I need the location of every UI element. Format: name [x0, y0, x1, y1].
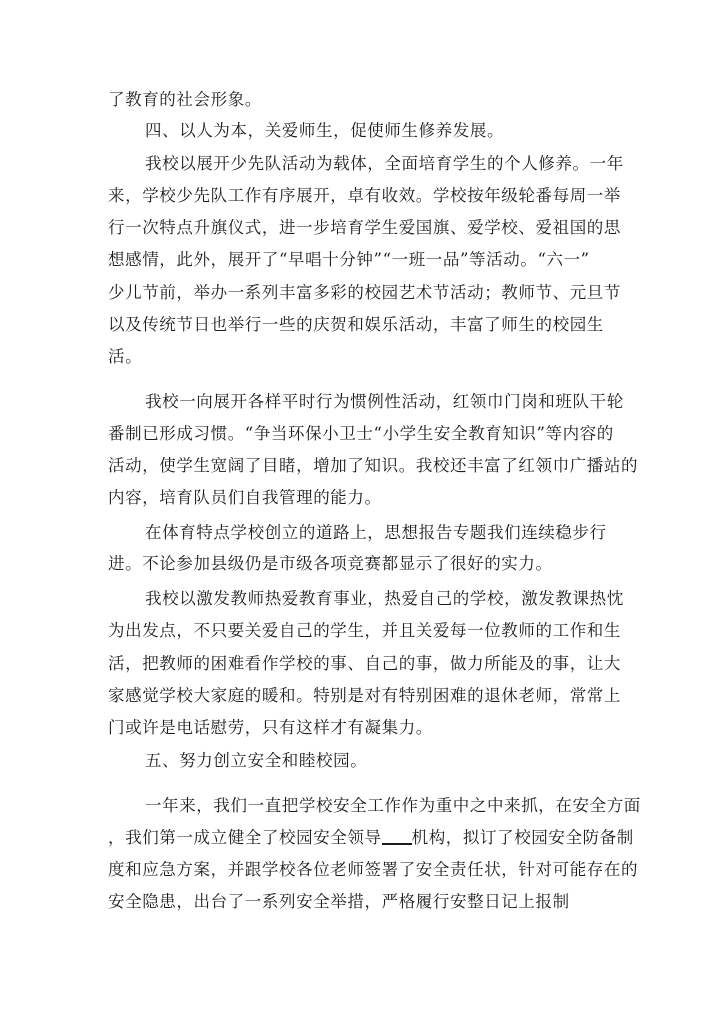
text-line: 安全隐患，出台了一系列安全举措，严格履行安整日记上报制: [108, 892, 570, 911]
section-heading: 四、以人为本，关爱师生，促使师生修养发展。: [145, 121, 505, 140]
text-line: 一年来，我们一直把学校安全工作作为重中之中来抓，在安全方面: [145, 796, 641, 815]
text-line: 我校以展开少先队活动为载体，全面培育学生的个人修养。一年: [145, 154, 624, 173]
text-line: 了教育的社会形象。: [108, 90, 262, 109]
text-line: 在体育特点学校创立的道路上，思想报告专题我们连续稳步行: [145, 523, 607, 542]
text-line: 我校一向展开各样平时行为惯例性活动，红领巾门岗和班队干轮: [145, 392, 624, 411]
text-line: 番制已形成习惯。“争当环保小卫士“小学生安全教育知识”等内容的: [108, 424, 614, 443]
section-heading: 五、努力创立安全和睦校园。: [145, 751, 368, 770]
text-line: 家感觉学校大家庭的暖和。特别是对有特别困难的退休老师，常常上: [108, 686, 621, 705]
text-line: 少儿节前，举办一系列丰富多彩的校园艺术节活动；教师节、元旦节: [108, 283, 621, 302]
text-line: 以及传统节日也举行一些的庆贺和娱乐活动，丰富了师生的校园生: [108, 315, 604, 334]
text-line: 活。: [108, 347, 143, 366]
text-line: 我校以激发教师热爱教育事业，热爱自己的学校，激发教课热忱: [145, 589, 624, 608]
text-line: [108, 827, 634, 849]
text-line: 门或许是电话慰劳，只有这样才有凝集力。: [108, 718, 433, 737]
text-line: 进。不论参加县级仍是市级各项竞赛都显示了很好的实力。: [108, 554, 553, 573]
text-line: 行一次特点升旗仪式，进一步培育学生爱国旗、爱学校、爱祖国的思: [108, 218, 621, 237]
text-line: 来，学校少先队工作有序展开，卓有收效。学校按年级轮番每周一举: [108, 186, 621, 205]
text-segment: ，我们第一成立健全了校园安全领导: [108, 828, 382, 847]
text-line: 度和应急方案，并跟学校各位老师签署了安全责任状，针对可能存在的: [108, 860, 639, 879]
text-line: 内容，培育队员们自我管理的能力。: [108, 488, 382, 507]
text-line: 活动，使学生宽阔了目睹，增加了知识。我校还丰富了红领巾广播站的: [108, 456, 639, 475]
text-segment: 机构，拟订了校园安全防备制: [411, 828, 634, 847]
text-line: 想感情，此外，展开了“早唱十分钟”“一班一品”等活动。“六一”: [108, 250, 590, 269]
fill-in-blank: [382, 829, 412, 845]
text-line: 活，把教师的困难看作学校的事、自己的事，做力所能及的事，让大: [108, 654, 621, 673]
text-line: 为出发点，不只要关爱自己的学生，并且关爱每一位教师的工作和生: [108, 621, 621, 640]
